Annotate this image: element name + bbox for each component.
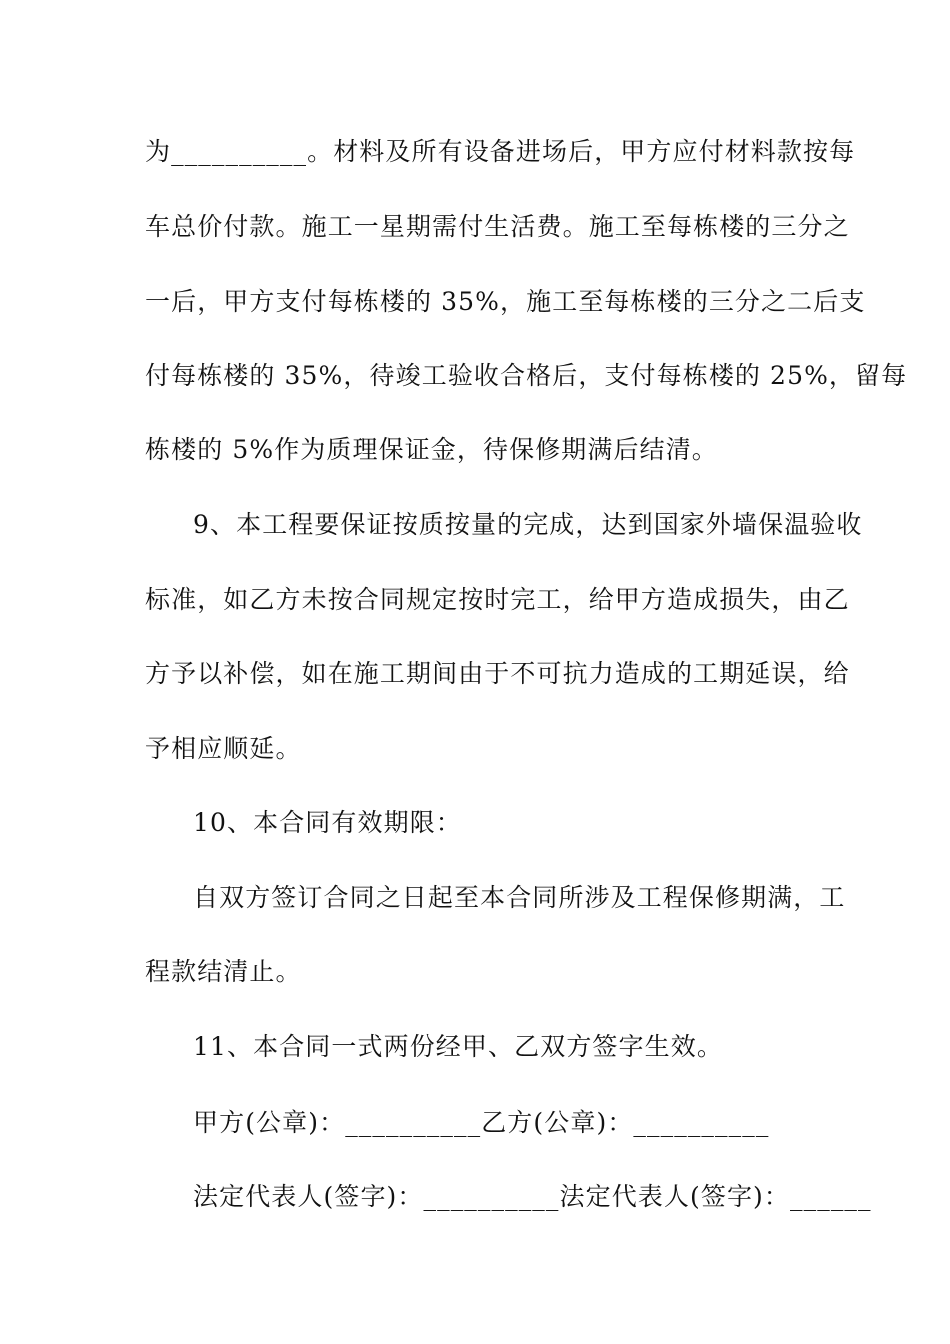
clause-10-heading: 10、本合同有效期限： xyxy=(193,808,462,837)
text-line: 予相应顺延。 xyxy=(145,734,302,763)
text-line: 付每栋楼的 35%，待竣工验收合格后，支付每栋楼的 25%，留每 xyxy=(145,361,908,390)
clause-11-line: 11、本合同一式两份经甲、乙双方签字生效。 xyxy=(193,1032,723,1061)
text-line: 自双方签订合同之日起至本合同所涉及工程保修期满，工 xyxy=(193,883,846,912)
representative-signature-line: 法定代表人(签字)：__________法定代表人(签字)：______ xyxy=(193,1182,872,1211)
text-line: 标准，如乙方未按合同规定按时完工，给甲方造成损失，由乙 xyxy=(145,585,850,614)
text-line: 车总价付款。施工一星期需付生活费。施工至每栋楼的三分之 xyxy=(145,212,850,241)
text-line: 程款结清止。 xyxy=(145,957,302,986)
text-line: 方予以补偿，如在施工期间由于不可抗力造成的工期延误，给 xyxy=(145,659,850,688)
text-line: 栋楼的 5%作为质理保证金，待保修期满后结清。 xyxy=(145,435,718,464)
seal-signature-line: 甲方(公章)：__________乙方(公章)：__________ xyxy=(193,1108,770,1137)
clause-9-heading-line: 9、本工程要保证按质按量的完成，达到国家外墙保温验收 xyxy=(193,510,863,539)
text-line: 一后，甲方支付每栋楼的 35%，施工至每栋楼的三分之二后支 xyxy=(145,287,866,316)
text-line: 为__________。材料及所有设备进场后，甲方应付材料款按每 xyxy=(145,137,856,166)
